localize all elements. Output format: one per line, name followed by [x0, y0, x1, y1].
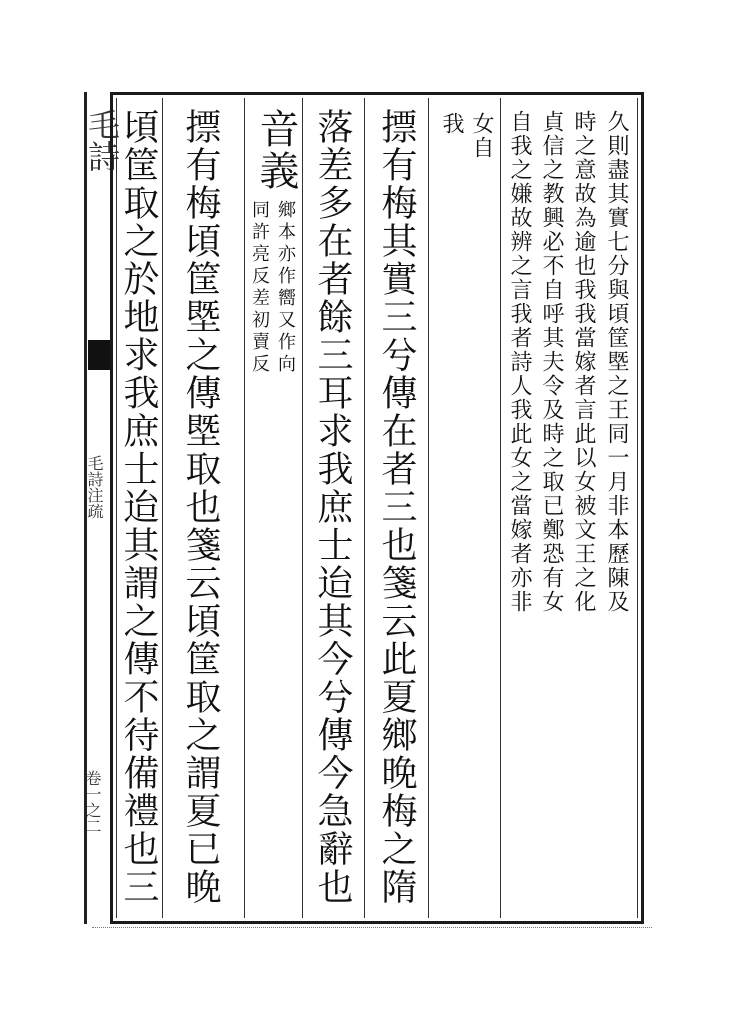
column-rule [162, 98, 163, 918]
yinyi-heading: 音義 [253, 108, 299, 192]
main-text-column: 摽有梅頃筐塈之傳塈取也箋云頃筐取之謂夏已晚 [180, 108, 221, 906]
margin-title: 毛詩注疏 [85, 455, 104, 519]
page-bottom-border [92, 927, 652, 934]
yinyi-note: 鄉本亦作嚮又作向 [275, 200, 296, 376]
commentary-column: 自我之嫌故辨之言我者詩人我此女之當嫁者亦非 [507, 110, 532, 614]
commentary-column: 女自 [469, 112, 494, 160]
main-text-column: 落差多在者餘三耳求我庶士迨其今兮傳今急辭也 [312, 108, 353, 906]
column-rule [302, 98, 303, 918]
column-rule [364, 98, 365, 918]
main-text-column: 頃筐取之於地求我庶士迨其謂之傳不待備禮也三 [118, 108, 159, 906]
column-rule [244, 98, 245, 918]
leaf-number: 卷一之二 [83, 770, 102, 834]
column-rule [428, 98, 429, 918]
commentary-column: 我 [439, 112, 464, 136]
commentary-column: 久則盡其實七分與頃筐塈之王同一月非本歷陳及 [604, 110, 629, 614]
commentary-column: 時之意故為逾也我我當嫁者言此以女被文王之化 [571, 110, 596, 614]
yinyi-note: 同許亮反差初賣反 [249, 200, 270, 376]
column-rule [500, 98, 501, 918]
fishtail-mark [88, 340, 110, 370]
main-text-column: 摽有梅其實三兮傳在者三也箋云此夏鄉晚梅之隋 [376, 108, 417, 906]
commentary-column: 貞信之教興必不自呼其夫令及時之取已鄭恐有女 [539, 110, 564, 614]
edge-title: 毛詩 [83, 108, 121, 172]
